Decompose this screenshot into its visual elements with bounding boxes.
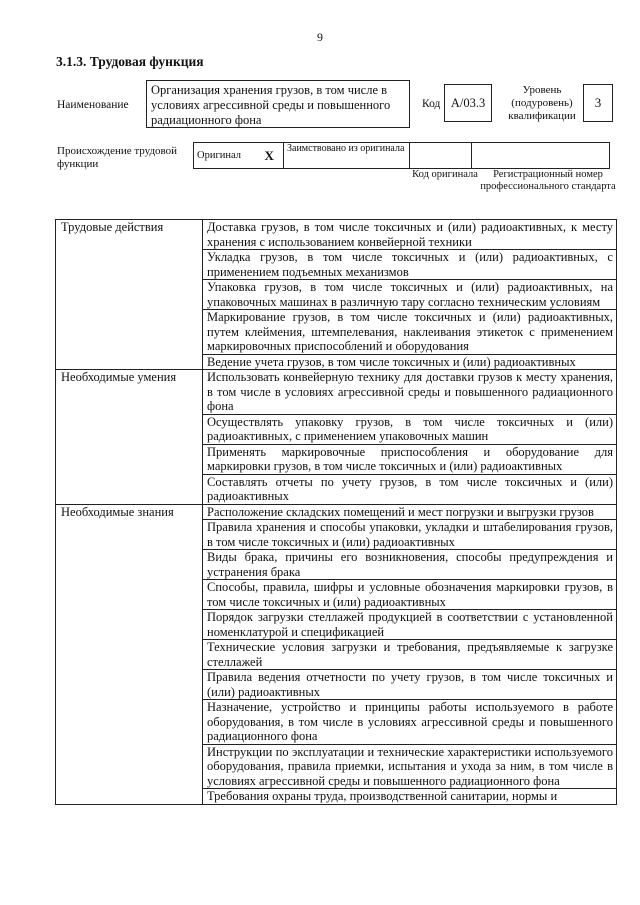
name-label: Наименование	[57, 99, 129, 111]
reg-number-cell	[472, 143, 610, 169]
function-name-box: Организация хранения грузов, в том числе в условиях агрессивной среды и повышенного радиационного фона	[146, 80, 410, 128]
item-cell: Виды брака, причины его возникновения, способы предупреждения и устранения брака	[203, 550, 617, 580]
code-original-cell	[410, 143, 472, 169]
item-cell: Назначение, устройство и принципы работы используемого в работе оборудования, в том числе в условиях агрессивной среды и повышенного радиационного фона	[203, 700, 617, 745]
category-cell: Необходимые умения	[56, 370, 203, 505]
level-label: Уровень (подуровень) квалификации	[508, 84, 576, 122]
item-cell: Использовать конвейерную технику для доставки грузов к месту хранения, в том числе в условиях агрессивной среды и повышенного радиационного фона	[203, 370, 617, 415]
item-cell: Маркирование грузов, в том числе токсичных и (или) радиоактивных, путем клеймения, штемпелевания, наклеивания этикеток с применением маркировочных приспособлений и оборудования	[203, 310, 617, 355]
origin-label: Происхождение трудовой функции	[57, 145, 178, 170]
borrowed-label: Заимствовано из оригинала	[284, 143, 410, 169]
table-row	[56, 504, 617, 520]
table-row	[56, 370, 617, 415]
function-table	[55, 219, 617, 805]
original-label: Оригинал	[194, 143, 262, 169]
code-original-caption: Код оригинала	[412, 169, 478, 180]
item-cell: Доставка грузов, в том числе токсичных и (или) радиоактивных, к месту хранения с использованием конвейерной техники	[203, 220, 617, 250]
item-cell: Составлять отчеты по учету грузов, в том числе токсичных и (или) радиоактивных	[203, 474, 617, 504]
category-cell: Трудовые действия	[56, 220, 203, 370]
item-cell: Укладка грузов, в том числе токсичных и (или) радиоактивных, с применением подъемных механизмов	[203, 250, 617, 280]
origin-table	[193, 142, 610, 169]
original-mark: X	[262, 143, 284, 169]
item-cell: Правила хранения и способы упаковки, укладки и штабелирования грузов, в том числе токсичных и (или) радиоактивных	[203, 520, 617, 550]
item-cell: Технические условия загрузки и требования, предъявляемые к загрузке стеллажей	[203, 640, 617, 670]
level-value-box: 3	[583, 84, 613, 122]
item-cell: Ведение учета грузов, в том числе токсичных и (или) радиоактивных	[203, 354, 617, 370]
item-cell: Осуществлять упаковку грузов, в том числе токсичных и (или) радиоактивных, с применением упаковочных машин	[203, 414, 617, 444]
category-cell: Необходимые знания	[56, 504, 203, 804]
section-title: 3.1.3. Трудовая функция	[56, 54, 204, 69]
item-cell: Правила ведения отчетности по учету грузов, в том числе токсичных и (или) радиоактивных	[203, 670, 617, 700]
code-value-box: А/03.3	[444, 84, 492, 122]
page-number: 9	[317, 30, 323, 44]
item-cell: Инструкции по эксплуатации и технические характеристики используемого оборудования, правила приемки, испытания и ухода за ним, в том числе в условиях агрессивной среды и повышенного радиационного фона	[203, 744, 617, 789]
item-cell: Применять маркировочные приспособления и оборудование для маркировки грузов, в том числе токсичных и (или) радиоактивных	[203, 444, 617, 474]
item-cell: Упаковка грузов, в том числе токсичных и (или) радиоактивных, на упаковочных машинах в различную тару согласно техническим условиям	[203, 280, 617, 310]
item-cell: Способы, правила, шифры и условные обозначения маркировки грузов, в том числе токсичных и (или) радиоактивных	[203, 580, 617, 610]
code-label: Код	[422, 98, 441, 110]
table-row	[56, 220, 617, 250]
item-cell: Порядок загрузки стеллажей продукцией в соответствии с установленной номенклатурой и спецификацией	[203, 610, 617, 640]
item-cell: Требования охраны труда, производственной санитарии, нормы и	[203, 789, 617, 805]
item-cell: Расположение складских помещений и мест погрузки и выгрузки грузов	[203, 504, 617, 520]
reg-number-caption: Регистрационный номер профессионального стандарта	[480, 169, 616, 192]
